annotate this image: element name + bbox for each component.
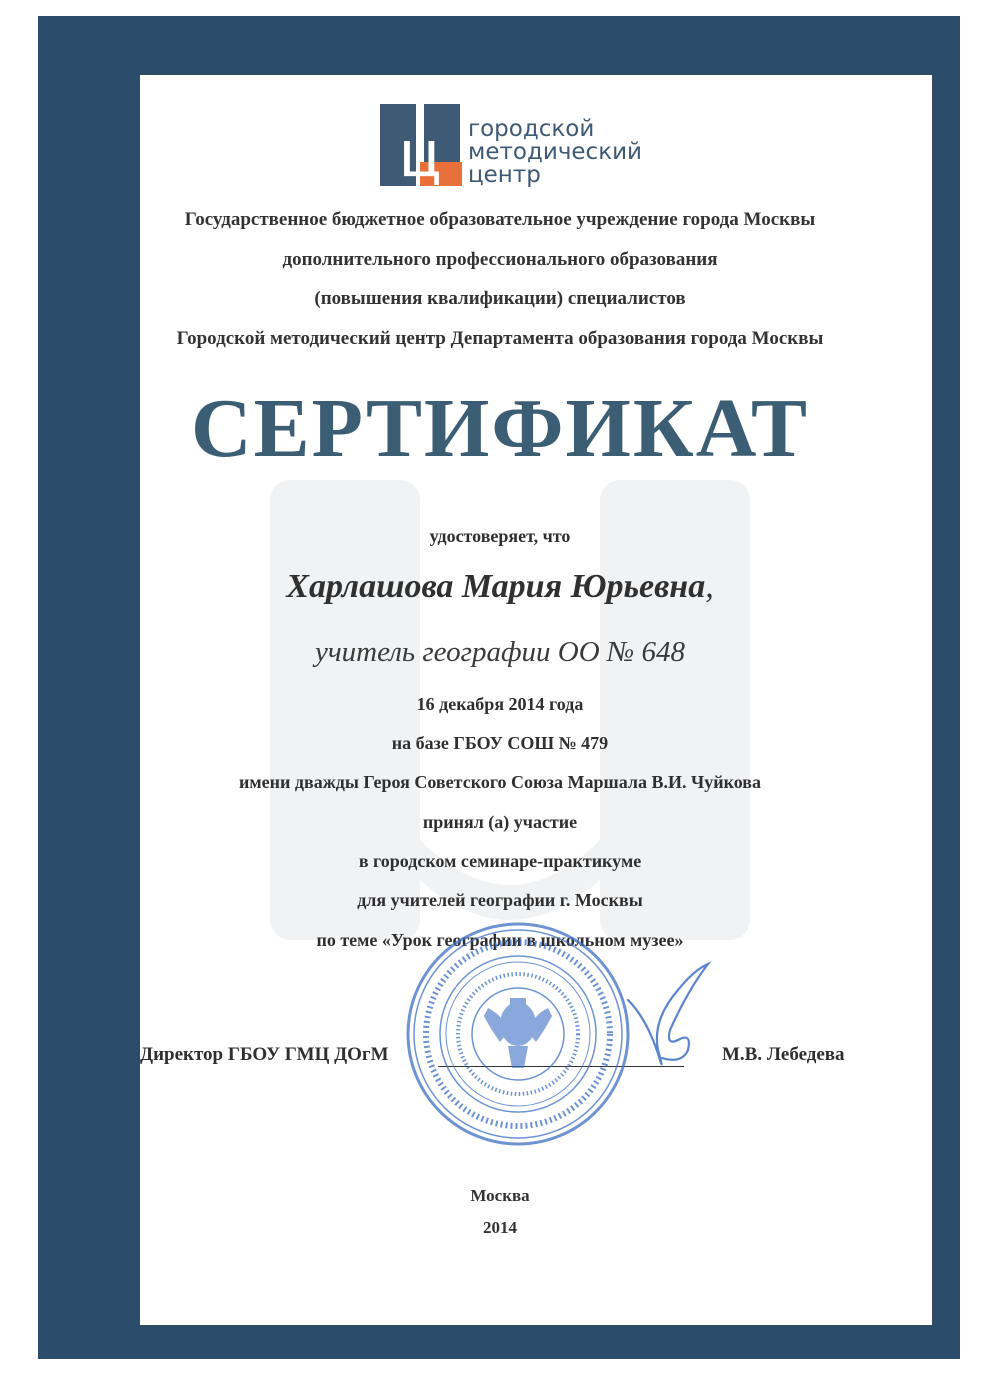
footer-year: 2014 <box>483 1218 517 1237</box>
logo-line-2: методический <box>468 139 642 165</box>
event-audience: для учителей географии г. Москвы <box>357 890 643 910</box>
handwritten-signature <box>618 960 728 1080</box>
recipient-name: Харлашова Мария Юрьевна, <box>286 568 714 605</box>
venue-name: имени дважды Героя Советского Союза Маршала В.И. Чуйкова <box>239 772 761 792</box>
signatory-role: Директор ГБОУ ГМЦ ДОгМ <box>140 1044 389 1065</box>
participation-text: принял (а) участие <box>422 812 578 832</box>
footer-city: Москва <box>470 1186 530 1205</box>
logo-line-3: центр <box>468 162 541 188</box>
logo-mark: ц <box>398 118 442 192</box>
event-topic: по теме «Урок географии в школьном музее» <box>316 930 684 950</box>
organization-line-4: Городской методический центр Департамента образования города Москвы <box>176 328 824 349</box>
official-seal-stamp <box>404 920 632 1148</box>
recipient-position: учитель географии ОО № 648 <box>314 636 686 668</box>
organization-line-2: дополнительного профессионального образования <box>282 249 718 270</box>
organization-line-1: Государственное бюджетное образовательное учреждение города Москвы <box>184 209 816 230</box>
event-name: в городском семинаре-практикуме <box>358 851 642 871</box>
event-venue: на базе ГБОУ СОШ № 479 <box>391 733 609 753</box>
organization-line-3: (повышения квалификации) специалистов <box>314 288 686 309</box>
certifies-text: удостоверяет, что <box>429 526 571 546</box>
certificate-title: СЕРТИФИКАТ <box>190 382 810 475</box>
signatory-name: М.В. Лебедева <box>722 1044 845 1065</box>
logo-wordmark <box>468 118 642 187</box>
event-date: 16 декабря 2014 года <box>416 694 584 714</box>
logo-line-1: городской <box>468 116 595 142</box>
